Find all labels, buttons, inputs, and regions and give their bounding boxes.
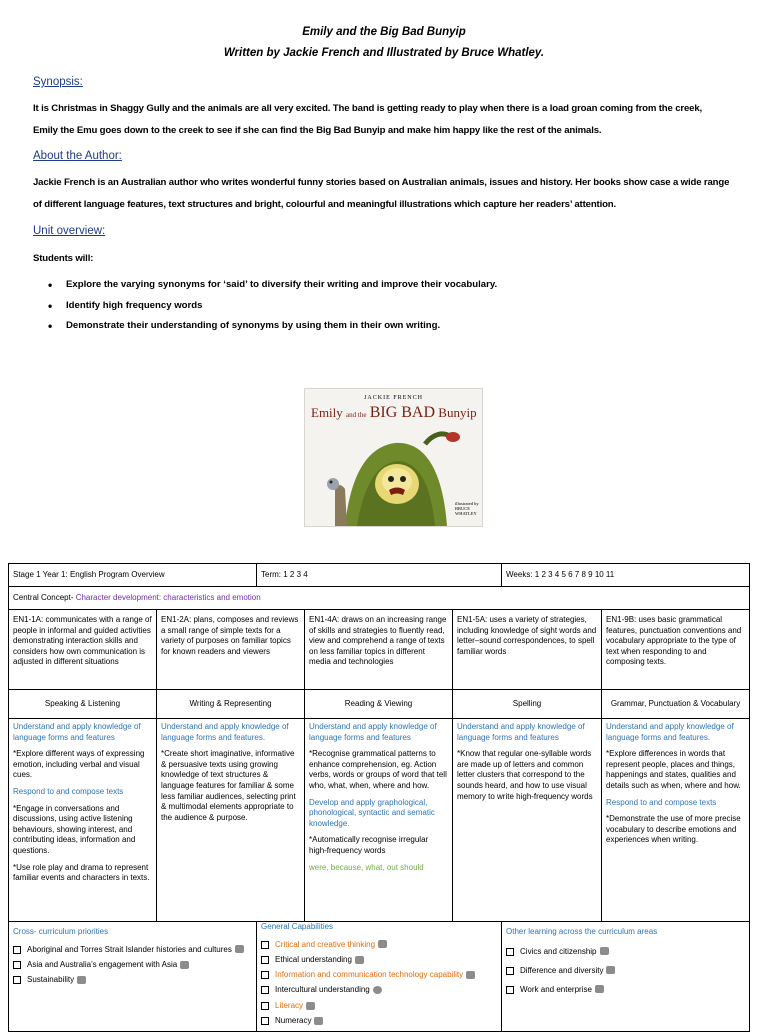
item-label: Critical and creative thinking	[275, 939, 376, 949]
understand-subheading: Understand and apply knowledge of language forms and features	[457, 722, 585, 742]
checkbox-icon	[506, 967, 514, 975]
list-item: • Identify high frequency words	[48, 296, 497, 317]
strand-header: Writing & Representing	[157, 690, 305, 719]
content-cell-writing	[157, 719, 305, 922]
cover-title-part: Bunyip	[438, 405, 477, 420]
checkbox-icon	[261, 971, 269, 979]
general-heading: General Capabilities	[261, 922, 334, 931]
list-item	[261, 998, 497, 1013]
checkbox-icon	[506, 948, 514, 956]
leaf-icon	[77, 976, 86, 984]
computer-icon	[466, 971, 475, 979]
item-label: Literacy	[275, 1000, 304, 1010]
understand-subheading: Understand and apply knowledge of language forms and features	[13, 722, 141, 742]
other-list	[506, 942, 745, 999]
list-item	[506, 942, 745, 961]
high-frequency-words: were, because, what, out should	[309, 862, 424, 872]
item-label: Information and communication technology capability	[275, 970, 464, 980]
checkbox-icon	[13, 946, 21, 954]
item-label: Numeracy	[275, 1016, 312, 1026]
cross-heading: Cross- curriculum priorities	[13, 927, 109, 936]
table-row	[9, 719, 750, 922]
students-will: Students will:	[33, 253, 94, 264]
hand-icon	[235, 945, 244, 953]
synopsis-heading: Synopsis:	[33, 76, 83, 88]
synopsis-line: Emily the Emu goes down to the creek to see if she can find the Big Bad Bunyip and make him happy like the rest of the animals.	[33, 125, 602, 136]
list-item: • Explore the varying synonyms for ‘said’ to diversify their writing and improve their vocabulary.	[48, 275, 497, 296]
content-text: *Explore different ways of expressing emotion, including verbal and visual cues.	[13, 749, 145, 780]
author-line: of different language features, text structures and bright, colourful and meaningful illustrations which capture her readers’ attention.	[33, 199, 617, 210]
strand-header: Grammar, Punctuation & Vocabulary	[602, 690, 750, 719]
checkbox-icon	[506, 986, 514, 994]
respond-subheading: Respond to and compose texts	[606, 797, 717, 807]
people-icon	[600, 947, 609, 955]
central-concept-value: Character development: characteristics and emotion	[75, 592, 261, 602]
cover-title-part: and the	[346, 411, 367, 419]
table-row	[9, 587, 750, 610]
unit-bullets	[48, 275, 497, 337]
item-label: Work and enterprise	[520, 984, 592, 994]
cover-title-part: BIG BAD	[369, 404, 436, 421]
understand-subheading: Understand and apply knowledge of language forms and features	[309, 722, 437, 742]
cover-title	[311, 404, 477, 422]
list-item	[261, 1013, 497, 1028]
author-text	[33, 172, 748, 216]
list-item	[13, 942, 252, 957]
checkbox-icon	[261, 1002, 269, 1010]
item-label: Intercultural understanding	[275, 985, 370, 995]
understand-subheading: Understand and apply knowledge of language forms and features.	[606, 722, 734, 742]
speech-icon	[306, 1002, 315, 1010]
strand-header: Reading & Viewing	[305, 690, 453, 719]
item-label: Ethical understanding	[275, 954, 352, 964]
content-cell-speaking	[9, 719, 157, 922]
overview-heading: Unit overview:	[33, 225, 106, 237]
cover-illustrator: illustrated by BRUCE WHATLEY	[455, 501, 479, 516]
term-cell: Term: 1 2 3 4	[257, 564, 502, 587]
list-item	[13, 972, 252, 987]
strand-header: Spelling	[453, 690, 602, 719]
outcome-cell: EN1-1A: communicates with a range of people in informal and guided activities demonstrating interaction skills and considers how own communication is adjusted in different situations	[9, 610, 157, 690]
list-item	[261, 967, 497, 982]
doc-byline: Written by Jackie French and Illustrated by Bruce Whatley.	[223, 47, 545, 59]
checkbox-icon	[261, 941, 269, 949]
content-text: *Explore differences in words that represent people, places and things, happenings and states, qualities and details such as when, where and how.	[606, 749, 741, 790]
item-label: Civics and citizenship	[520, 946, 597, 956]
strand-header: Speaking & Listening	[9, 690, 157, 719]
content-text: *Demonstrate the use of more precise vocabulary to describe emotions and experiences when writing.	[606, 814, 741, 845]
central-concept-label: Central Concept-	[13, 592, 76, 602]
author-line: Jackie French is an Australian author who writes wonderful funny stories based on Australian animals, issues and history. Her books show case a wide range	[33, 177, 730, 188]
develop-subheading: Develop and apply graphological, phonological, syntactic and sematic knowledge.	[309, 797, 435, 828]
checkbox-icon	[261, 986, 269, 994]
content-text: *Use role play and drama to represent familiar events and characters in texts.	[13, 862, 150, 883]
synopsis-line: It is Christmas in Shaggy Gully and the animals are all very excited. The band is getting ready to play when there is a load groan coming from the creek,	[33, 103, 703, 114]
table-row	[9, 610, 750, 690]
list-item	[261, 937, 497, 952]
book-cover-image	[304, 388, 483, 527]
scales-icon	[355, 956, 364, 964]
program-overview-table	[8, 563, 750, 1032]
respond-subheading: Respond to and compose texts	[13, 786, 124, 796]
stage-cell: Stage 1 Year 1: English Program Overview	[9, 564, 257, 587]
general-list	[261, 937, 497, 1029]
central-concept-cell	[9, 587, 750, 610]
list-item	[506, 961, 745, 980]
content-cell-reading	[305, 719, 453, 922]
item-label: Sustainability	[27, 975, 75, 985]
item-label: Asia and Australia’s engagement with Asia	[27, 959, 178, 969]
item-label: Difference and diversity	[520, 965, 604, 975]
cover-author: JACKIE FRENCH	[364, 395, 423, 401]
content-text: *Engage in conversations and discussions, using active listening behaviours, showing interest, and contributing ideas, information and questions.	[13, 803, 136, 855]
content-text: *Automatically recognise irregular high-frequency words	[309, 835, 429, 855]
outcome-cell: EN1-5A: uses a variety of strategies, including knowledge of sight words and letter–sound correspondences, to spell familiar words	[453, 610, 602, 690]
outcome-cell: EN1-4A: draws on an increasing range of skills and strategies to fluently read, view and comprehend a range of texts on less familiar topics in different media and technologies	[305, 610, 453, 690]
gears-icon	[378, 940, 387, 948]
understand-subheading: Understand and apply knowledge of language forms and features.	[161, 722, 289, 742]
table-row	[9, 564, 750, 587]
general-capabilities-cell	[257, 922, 502, 1032]
globe-icon	[180, 961, 189, 969]
cross-curriculum-cell	[9, 922, 257, 1032]
content-text: *Create short imaginative, informative & persuasive texts using growing knowledge of text structures & language features for familiar & some less familiar audiences, selecting print & multimodal elements appropriate to the audience & purpose.	[161, 749, 296, 822]
list-item	[261, 982, 497, 997]
synopsis-text	[33, 98, 748, 142]
checkbox-icon	[261, 956, 269, 964]
other-heading: Other learning across the curriculum areas	[506, 927, 658, 936]
cross-list	[13, 942, 252, 988]
list-item: • Demonstrate their understanding of synonyms by using them in their own writing.	[48, 316, 497, 337]
table-row	[9, 690, 750, 719]
cover-title-part: Emily	[311, 405, 343, 420]
outcome-cell: EN1-9B: uses basic grammatical features, punctuation conventions and vocabulary appropriate to the type of text when responding to and composing texts.	[602, 610, 750, 690]
item-label: Aboriginal and Torres Strait Islander histories and cultures	[27, 944, 232, 954]
doc-title: Emily and the Big Bad Bunyip	[302, 26, 466, 38]
list-item	[506, 980, 745, 999]
other-learning-cell	[502, 922, 750, 1032]
content-cell-spelling	[453, 719, 602, 922]
globe-icon	[373, 986, 382, 994]
author-heading: About the Author:	[33, 150, 122, 162]
gear-icon	[595, 985, 604, 993]
list-item	[13, 957, 252, 972]
diversity-icon	[606, 966, 615, 974]
table-row	[9, 922, 750, 1032]
outcome-cell: EN1-2A: plans, composes and reviews a small range of simple texts for a variety of purposes on familiar topics for known readers and viewers	[157, 610, 305, 690]
checkbox-icon	[13, 961, 21, 969]
list-item	[261, 952, 497, 967]
checkbox-icon	[13, 976, 21, 984]
content-cell-grammar	[602, 719, 750, 922]
content-text: *Recognise grammatical patterns to enhance comprehension, eg. Action verbs, words or groups of word that tell who, what, when, where and how.	[309, 749, 447, 790]
content-text: *Know that regular one-syllable words are made up of letters and common letter clusters that correspond to the sounds heard, and how to use visual memory to write high-frequency words	[457, 749, 593, 801]
weeks-cell: Weeks: 1 2 3 4 5 6 7 8 9 10 11	[502, 564, 750, 587]
